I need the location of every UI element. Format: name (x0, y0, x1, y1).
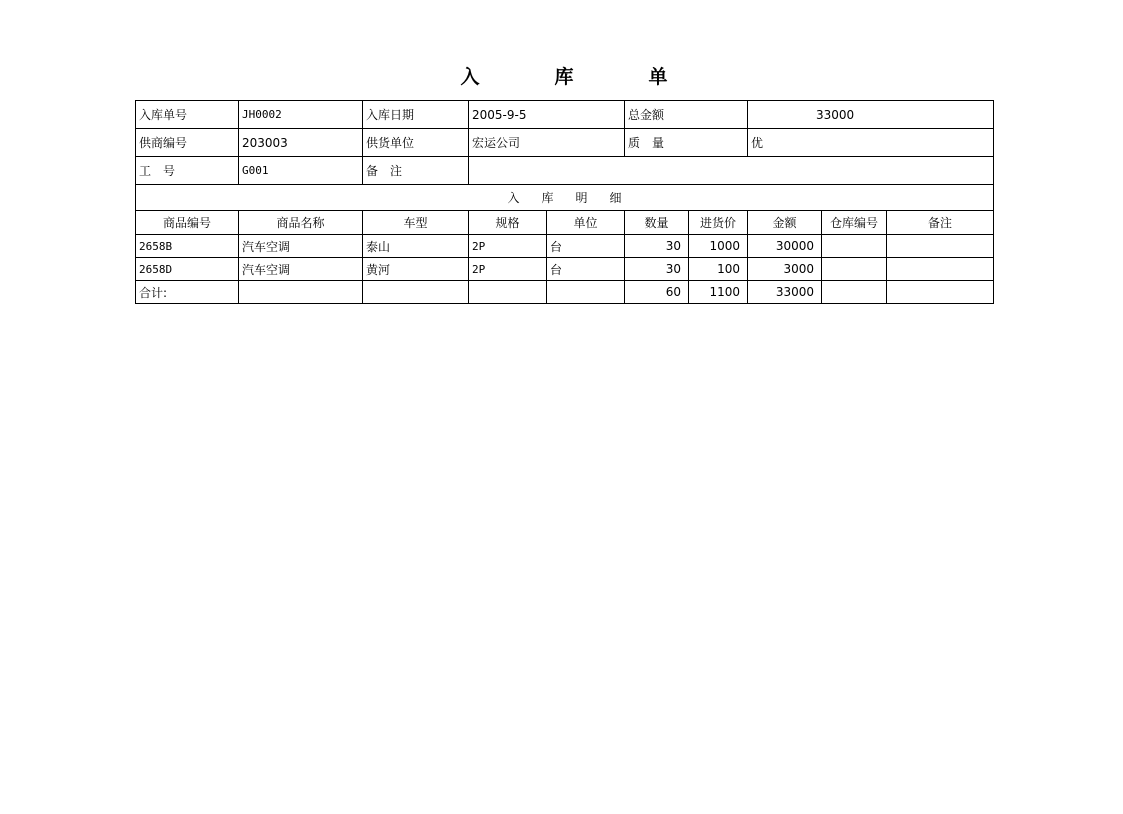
cell-amount[interactable]: 3000 (748, 258, 822, 281)
supplier-code-value[interactable]: 203003 (239, 129, 363, 157)
supplier-unit-value[interactable]: 宏运公司 (469, 129, 625, 157)
cell-warehouse[interactable] (822, 258, 887, 281)
cell-spec[interactable]: 2P (469, 235, 547, 258)
remark-label: 备 注 (363, 157, 469, 185)
quality-label: 质 量 (625, 129, 748, 157)
col-header-warehouse: 仓库编号 (822, 211, 887, 235)
cell-spec[interactable]: 2P (469, 258, 547, 281)
cell-model[interactable]: 泰山 (363, 235, 469, 258)
supplier-unit-label: 供货单位 (363, 129, 469, 157)
header-row-3 (136, 157, 994, 185)
cell-name[interactable]: 汽车空调 (239, 258, 363, 281)
totals-row (136, 281, 994, 304)
col-header-name: 商品名称 (239, 211, 363, 235)
col-header-price: 进货价 (689, 211, 748, 235)
totals-empty-unit (547, 281, 625, 304)
date-label: 入库日期 (363, 101, 469, 129)
col-header-code: 商品编号 (136, 211, 239, 235)
totals-label: 合计: (136, 281, 239, 304)
col-header-amount: 金额 (748, 211, 822, 235)
cell-qty[interactable]: 30 (625, 235, 689, 258)
table-row (136, 258, 994, 281)
cell-price[interactable]: 1000 (689, 235, 748, 258)
totals-amount[interactable]: 33000 (748, 281, 822, 304)
cell-unit[interactable]: 台 (547, 235, 625, 258)
cell-remark[interactable] (887, 258, 994, 281)
cell-unit[interactable]: 台 (547, 258, 625, 281)
order-no-value[interactable]: JH0002 (239, 101, 363, 129)
col-header-model: 车型 (363, 211, 469, 235)
cell-model[interactable]: 黄河 (363, 258, 469, 281)
total-amount-value[interactable]: 33000 (748, 101, 994, 129)
cell-qty[interactable]: 30 (625, 258, 689, 281)
detail-section-row (136, 185, 994, 211)
totals-empty-name (239, 281, 363, 304)
totals-qty[interactable]: 60 (625, 281, 689, 304)
supplier-code-label: 供商编号 (136, 129, 239, 157)
document-title: 入 库 单 (460, 66, 696, 88)
header-row-1 (136, 101, 994, 129)
cell-warehouse[interactable] (822, 235, 887, 258)
cell-price[interactable]: 100 (689, 258, 748, 281)
staff-no-label: 工 号 (136, 157, 239, 185)
remark-value[interactable] (469, 157, 994, 185)
header-row-2 (136, 129, 994, 157)
total-amount-label: 总金额 (625, 101, 748, 129)
detail-section-title: 入库明细 (136, 185, 994, 211)
order-no-label: 入库单号 (136, 101, 239, 129)
cell-code[interactable]: 2658D (136, 258, 239, 281)
cell-remark[interactable] (887, 235, 994, 258)
date-value[interactable]: 2005-9-5 (469, 101, 625, 129)
totals-empty-warehouse (822, 281, 887, 304)
totals-empty-spec (469, 281, 547, 304)
col-header-qty: 数量 (625, 211, 689, 235)
cell-code[interactable]: 2658B (136, 235, 239, 258)
col-header-remark: 备注 (887, 211, 994, 235)
cell-amount[interactable]: 30000 (748, 235, 822, 258)
col-header-unit: 单位 (547, 211, 625, 235)
totals-empty-remark (887, 281, 994, 304)
quality-value[interactable]: 优 (748, 129, 994, 157)
table-row (136, 235, 994, 258)
totals-price[interactable]: 1100 (689, 281, 748, 304)
inbound-form-table (135, 100, 994, 304)
col-header-spec: 规格 (469, 211, 547, 235)
totals-empty-model (363, 281, 469, 304)
cell-name[interactable]: 汽车空调 (239, 235, 363, 258)
staff-no-value[interactable]: G001 (239, 157, 363, 185)
column-header-row (136, 211, 994, 235)
